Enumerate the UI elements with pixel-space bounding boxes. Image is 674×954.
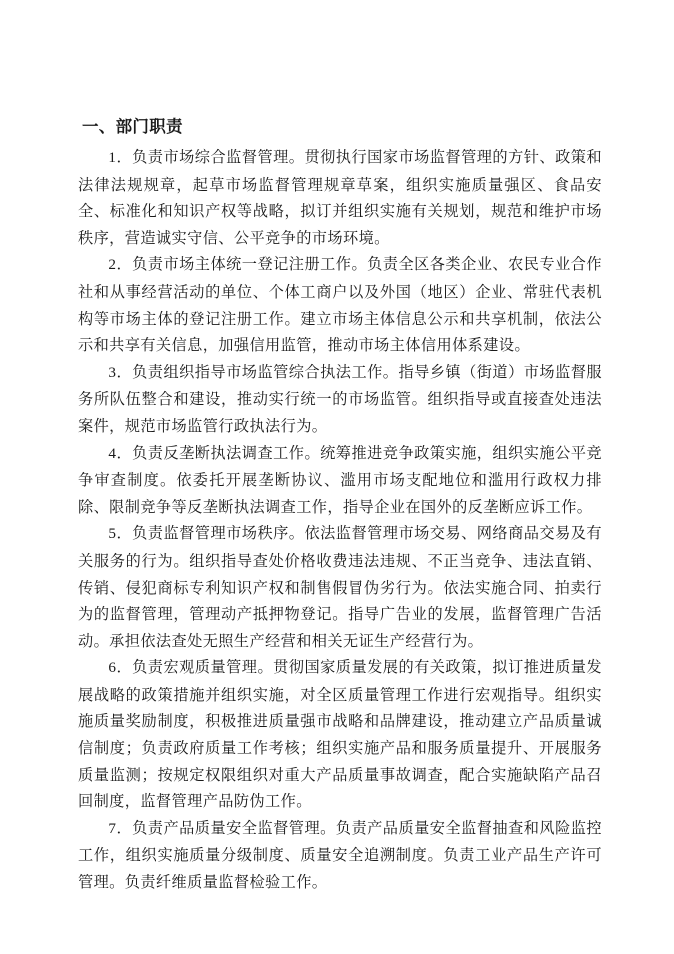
paragraph-text: 负责市场综合监督管理。贯彻执行国家市场监督管理的方针、政策和法律法规规章，起草市场监督管理规章草案，组织实施质量强区、食品安全、标准化和知识产权等战略，拟订并组织实施有关规划，规范和维护市场秩序，营造诚实守信、公平竞争的市场环境。 [78, 148, 603, 247]
paragraph-text: 负责组织指导市场监管综合执法工作。指导乡镇（街道）市场监督服务所队伍整合和建设，推动实行统一的市场监管。组织指导或直接查处违法案件，规范市场监管行政执法行为。 [78, 362, 603, 435]
paragraph-number: 2． [108, 256, 133, 274]
paragraph-number: 3． [108, 363, 133, 381]
paragraph-number: 1． [108, 149, 133, 166]
paragraph-4 [78, 440, 602, 521]
paragraph-text: 负责监督管理市场秩序。依法监督管理市场交易、网络商品交易及有关服务的行为。组织指导查处价格收费违法违规、不正当竞争、违法直销、传销、侵犯商标专利知识产权和制售假冒伪劣行为。依法实施合同、拍卖行为的监督管理，管理动产抵押物登记。指导广告业的发展，监督管理广告活动。承担依法查处无照生产经营和相关无证生产经营行为。 [78, 524, 603, 650]
paragraph-3 [78, 359, 602, 440]
paragraph-number: 5． [108, 525, 133, 543]
paragraph-1 [78, 144, 602, 251]
paragraph-number: 6． [108, 659, 133, 677]
paragraph-text: 负责产品质量安全监督管理。负责产品质量安全监督抽查和风险监控工作，组织实施质量分级制度、质量安全追溯制度。负责工业产品生产许可管理。负责纤维质量监督检验工作。 [78, 818, 603, 892]
paragraph-2 [78, 251, 602, 358]
paragraph-text: 负责市场主体统一登记注册工作。负责全区各类企业、农民专业合作社和从事经营活动的单位、个体工商户以及外国（地区）企业、常驻代表机构等市场主体的登记注册工作。建立市场主体信息公示和共享机制，依法公示和共享有关信息，加强信用监管，推动市场主体信用体系建设。 [78, 255, 603, 355]
paragraph-5 [78, 520, 602, 654]
paragraph-text: 负责宏观质量管理。贯彻国家质量发展的有关政策，拟订推进质量发展战略的政策措施并组织实施，对全区质量管理工作进行宏观指导。组织实施质量奖励制度，积极推进质量强市战略和品牌建设，推动建立产品质量诚信制度；负责政府质量工作考核；组织实施产品和服务质量提升、开展服务质量监测；按规定权限组织对重大产品质量事故调查，配合实施缺陷产品召回制度，监督管理产品防伪工作。 [78, 658, 603, 811]
section-title: 一、部门职责 [82, 117, 183, 136]
paragraph-6 [78, 654, 602, 815]
paragraph-number: 4． [108, 444, 133, 462]
document-page [78, 116, 602, 896]
paragraph-number: 7． [108, 819, 133, 837]
paragraph-7 [78, 815, 602, 896]
paragraph-text: 负责反垄断执法调查工作。统筹推进竞争政策实施，组织实施公平竞争审查制度。依委托开展垄断协议、滥用市场支配地位和滥用行政权力排除、限制竞争等反垄断执法调查工作，指导企业在国外的反垄断应诉工作。 [78, 443, 603, 516]
